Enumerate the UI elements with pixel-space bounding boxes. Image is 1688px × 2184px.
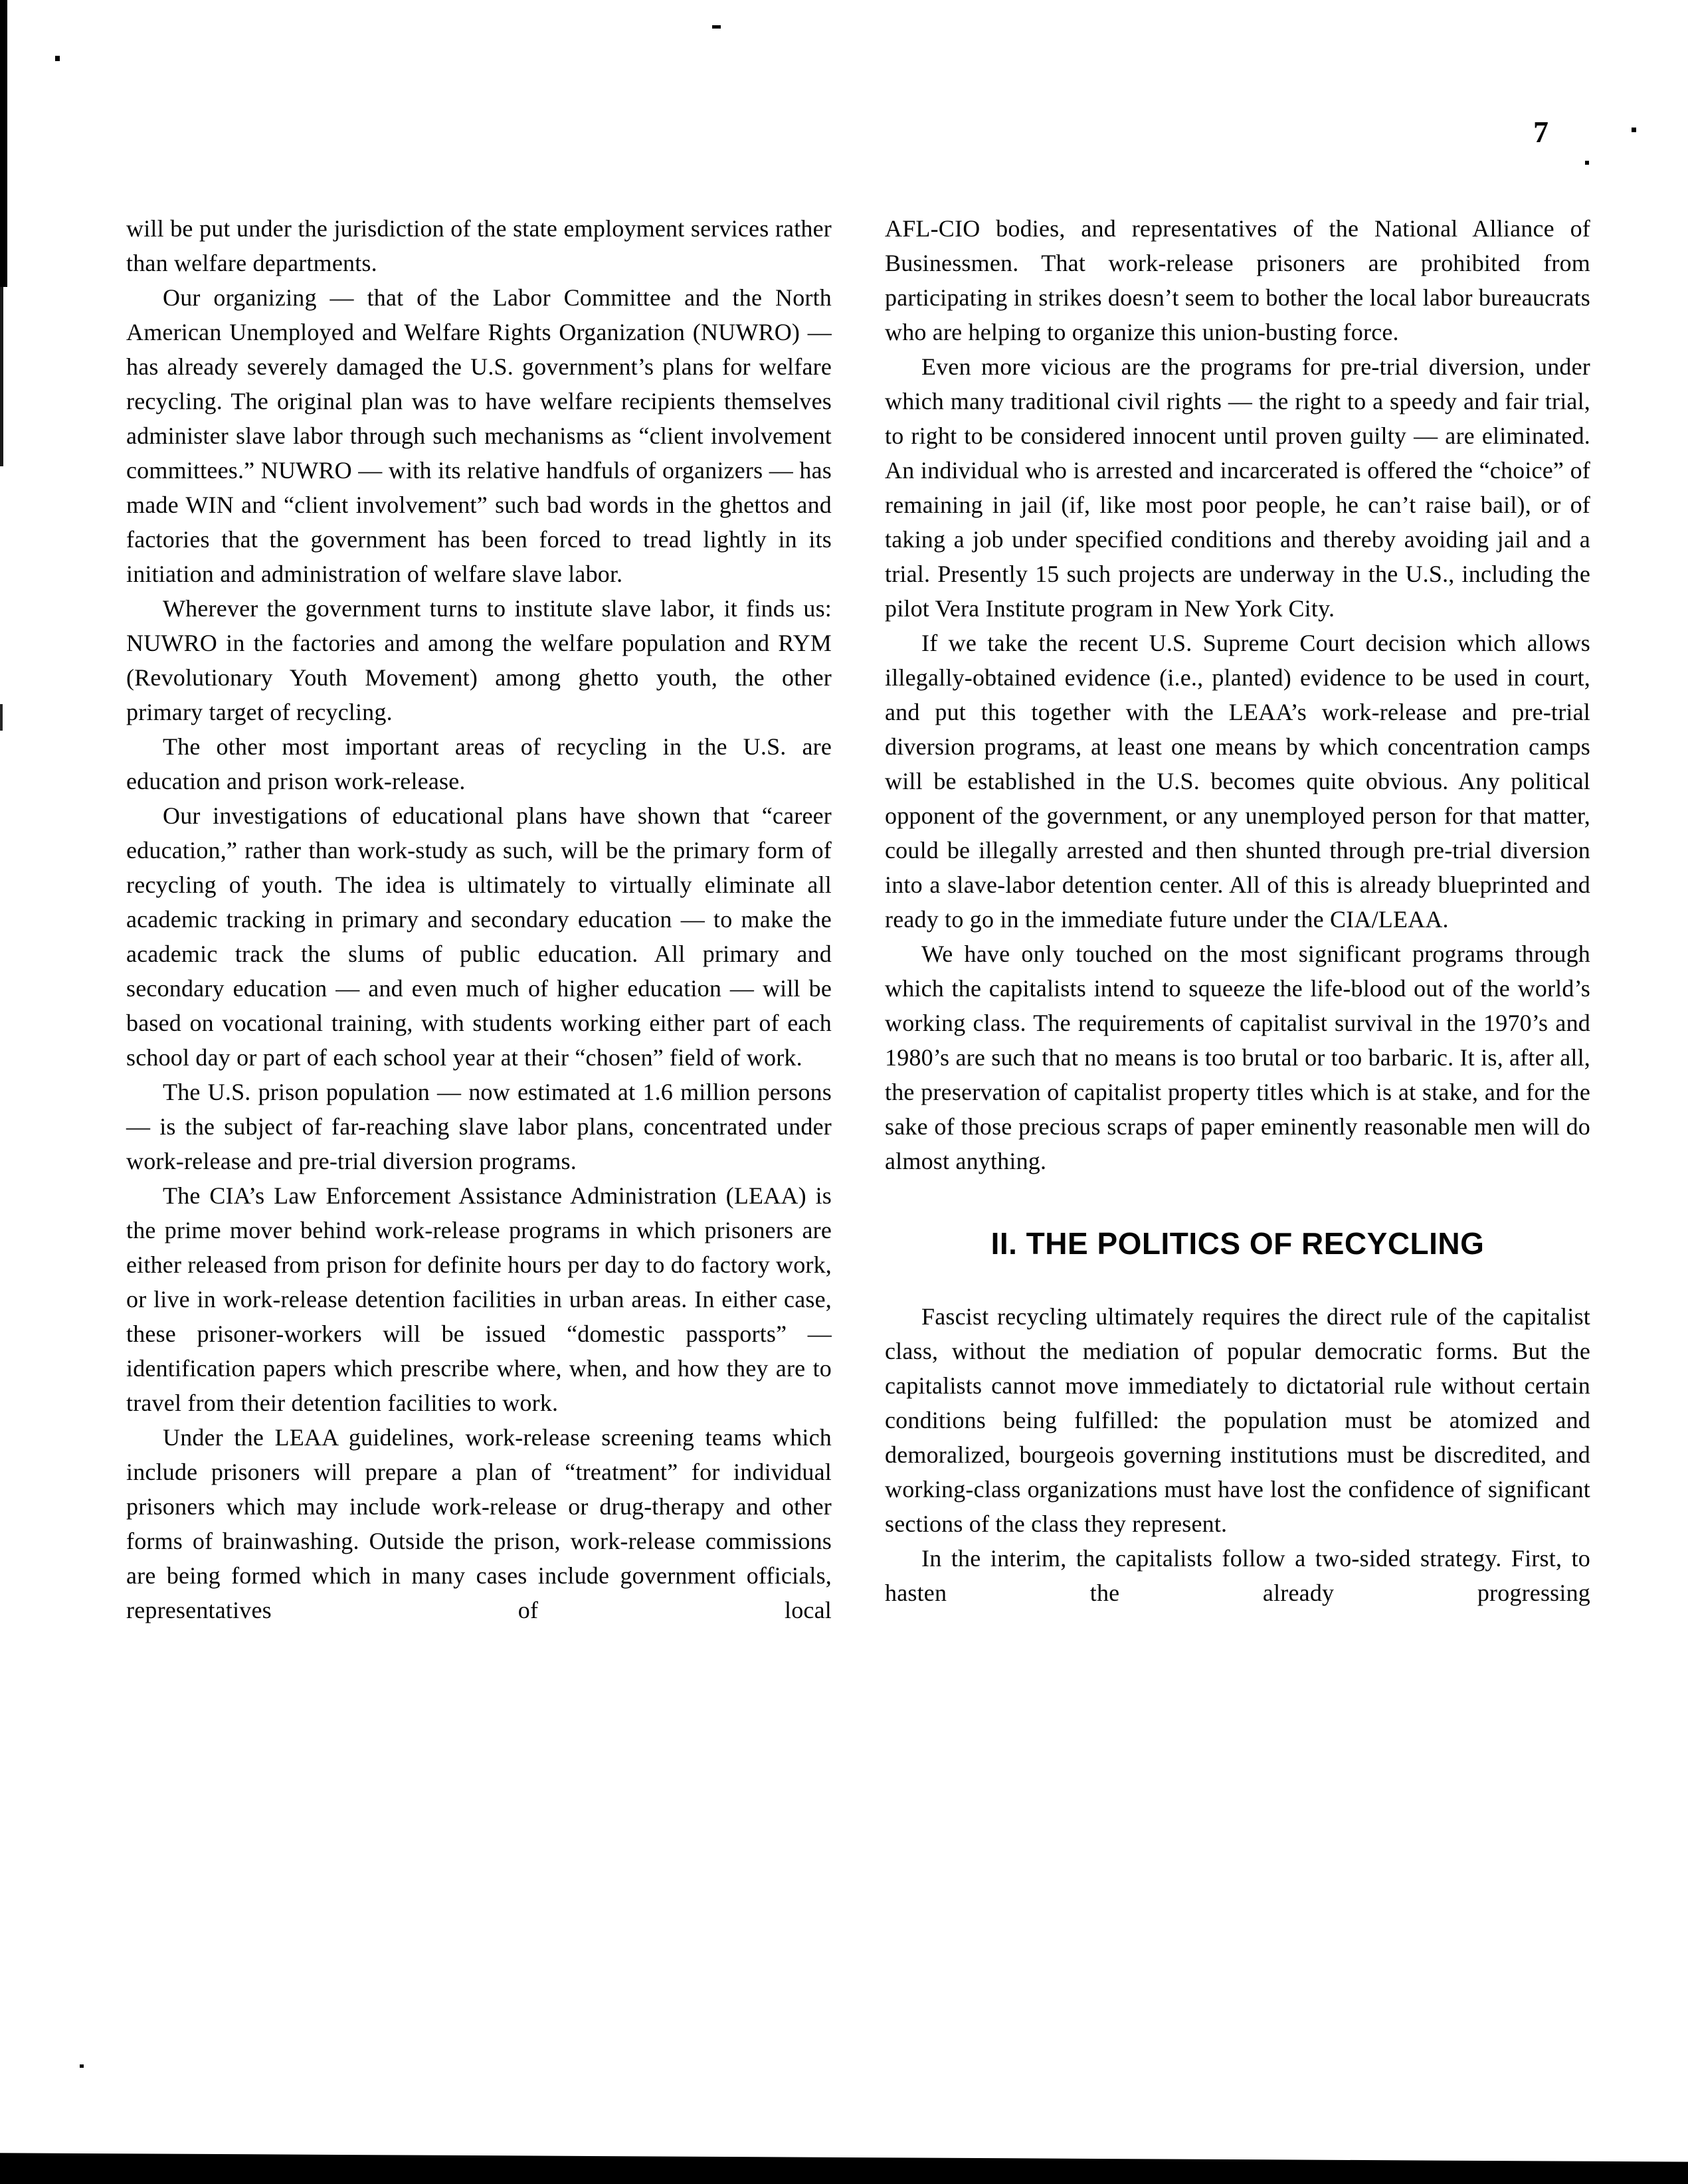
right-column [885, 211, 1590, 1610]
paragraph: AFL-CIO bodies, and representatives of the National Alliance of Businessmen. That work-release prisoners are prohibited from participating in strikes doesn’t seem to bother the local labor bureaucrats who are helping to organize this union-busting force. [885, 215, 1591, 345]
scan-artifact-bottom-bar [0, 2153, 1688, 2184]
scan-artifact-left-edge [0, 287, 3, 466]
paragraph: We have only touched on the most significant programs through which the capitalists intend to squeeze the life-blood out of the world’s working class. The requirements of capitalist survival in the 1970’s and 1980’s are such that no means is too brutal or too barbaric. It is, after all, the preservation of capitalist property titles which is at stake, and for the sake of those precious scraps of paper eminently reasonable men will do almost anything. [885, 941, 1590, 1174]
scan-speck [55, 56, 60, 61]
paragraph: The U.S. prison population — now estimated at 1.6 million persons — is the subject of far-reaching slave labor plans, concentrated under work-release and pre-trial diversion programs. [126, 1079, 832, 1174]
scan-speck [712, 25, 721, 29]
scan-artifact-left-edge [0, 0, 7, 287]
paragraph: The other most important areas of recycling in the U.S. are education and prison work-release. [126, 733, 832, 794]
paragraph: Wherever the government turns to institute slave labor, it finds us: NUWRO in the factories and among the welfare population and RYM (Revolutionary Youth Movement) among ghetto youth, the other primary target of recycling. [126, 595, 832, 725]
scan-speck [80, 2064, 84, 2068]
paragraph: Even more vicious are the programs for pre-trial diversion, under which many traditional civil rights — the right to a speedy and fair trial, to right to be considered innocent until proven guilty — are eliminated. An individual who is arrested and incarcerated is offered the “choice” of remaining in jail (if, like most poor people, he can’t raise bail), or of taking a job under specified conditions and thereby avoiding jail and a trial. Presently 15 such projects are underway in the U.S., including the pilot Vera Institute program in New York City. [885, 353, 1590, 622]
scan-speck [1585, 161, 1589, 165]
paragraph: Under the LEAA guidelines, work-release screening teams which include prisoners will prepare a plan of “treatment” for individual prisoners which may include work-release or drug-therapy and other forms of brainwashing. Outside the prison, work-release commissions are being formed which in many cases include government officials, representatives of local [126, 1424, 832, 1623]
paragraph: Our investigations of educational plans have shown that “career education,” rather than work-study as such, will be the primary form of recycling of youth. The idea is ultimately to virtually eliminate all academic tracking in primary and secondary education — to make the academic track the slums of public education. All primary and secondary education — and even much of higher education — will be based on vocational training, with students working either part of each school day or part of each school year at their “chosen” field of work. [126, 802, 832, 1071]
paragraph: In the interim, the capitalists follow a two-sided strategy. First, to hasten the already progressing [885, 1545, 1590, 1606]
paragraph: The CIA’s Law Enforcement Assistance Administration (LEAA) is the prime mover behind work-release programs in which prisoners are either released from prison for definite hours per day to do factory work, or live in work-release detention facilities in urban areas. In either case, these prisoner-workers will be issued “domestic passports” — identification papers which prescribe where, when, and how they are to travel from their detention facilities to work. [126, 1182, 832, 1416]
page-number: 7 [1533, 115, 1548, 149]
paragraph: Fascist recycling ultimately requires the direct rule of the capitalist class, without the mediation of popular democratic forms. But the capitalists cannot move immediately to dictatorial rule without certain conditions being fulfilled: the population must be atomized and demoralized, bourgeois governing institutions must be discredited, and working-class organizations must have lost the confidence of significant sections of the class they represent. [885, 1303, 1590, 1537]
left-column [126, 211, 832, 1627]
paragraph: will be put under the jurisdiction of the state employment services rather than welfare departments. [126, 215, 832, 276]
scan-artifact-left-edge [0, 704, 3, 731]
paragraph: Our organizing — that of the Labor Committee and the North American Unemployed and Welfare Rights Organization (NUWRO) — has already severely damaged the U.S. government’s plans for welfare recycling. The original plan was to have welfare recipients themselves administer slave labor through such mechanisms as “client involvement committees.” NUWRO — with its relative handfuls of organizers — has made WIN and “client involvement” such bad words in the ghettos and factories that the government has been forced to tread lightly in its initiation and administration of welfare slave labor. [126, 284, 832, 587]
scan-speck [1632, 128, 1636, 132]
section-heading: II. THE POLITICS OF RECYCLING [990, 1226, 1485, 1261]
paragraph: If we take the recent U.S. Supreme Court decision which allows illegally-obtained evidence (i.e., planted) evidence to be used in court, and put this together with the LEAA’s work-release and pre-trial diversion programs, at least one means by which concentration camps will be established in the U.S. becomes quite obvious. Any political opponent of the government, or any unemployed person for that matter, could be illegally arrested and then shunted through pre-trial diversion into a slave-labor detention center. All of this is already blueprinted and ready to go in the immediate future under the CIA/LEAA. [885, 630, 1590, 933]
